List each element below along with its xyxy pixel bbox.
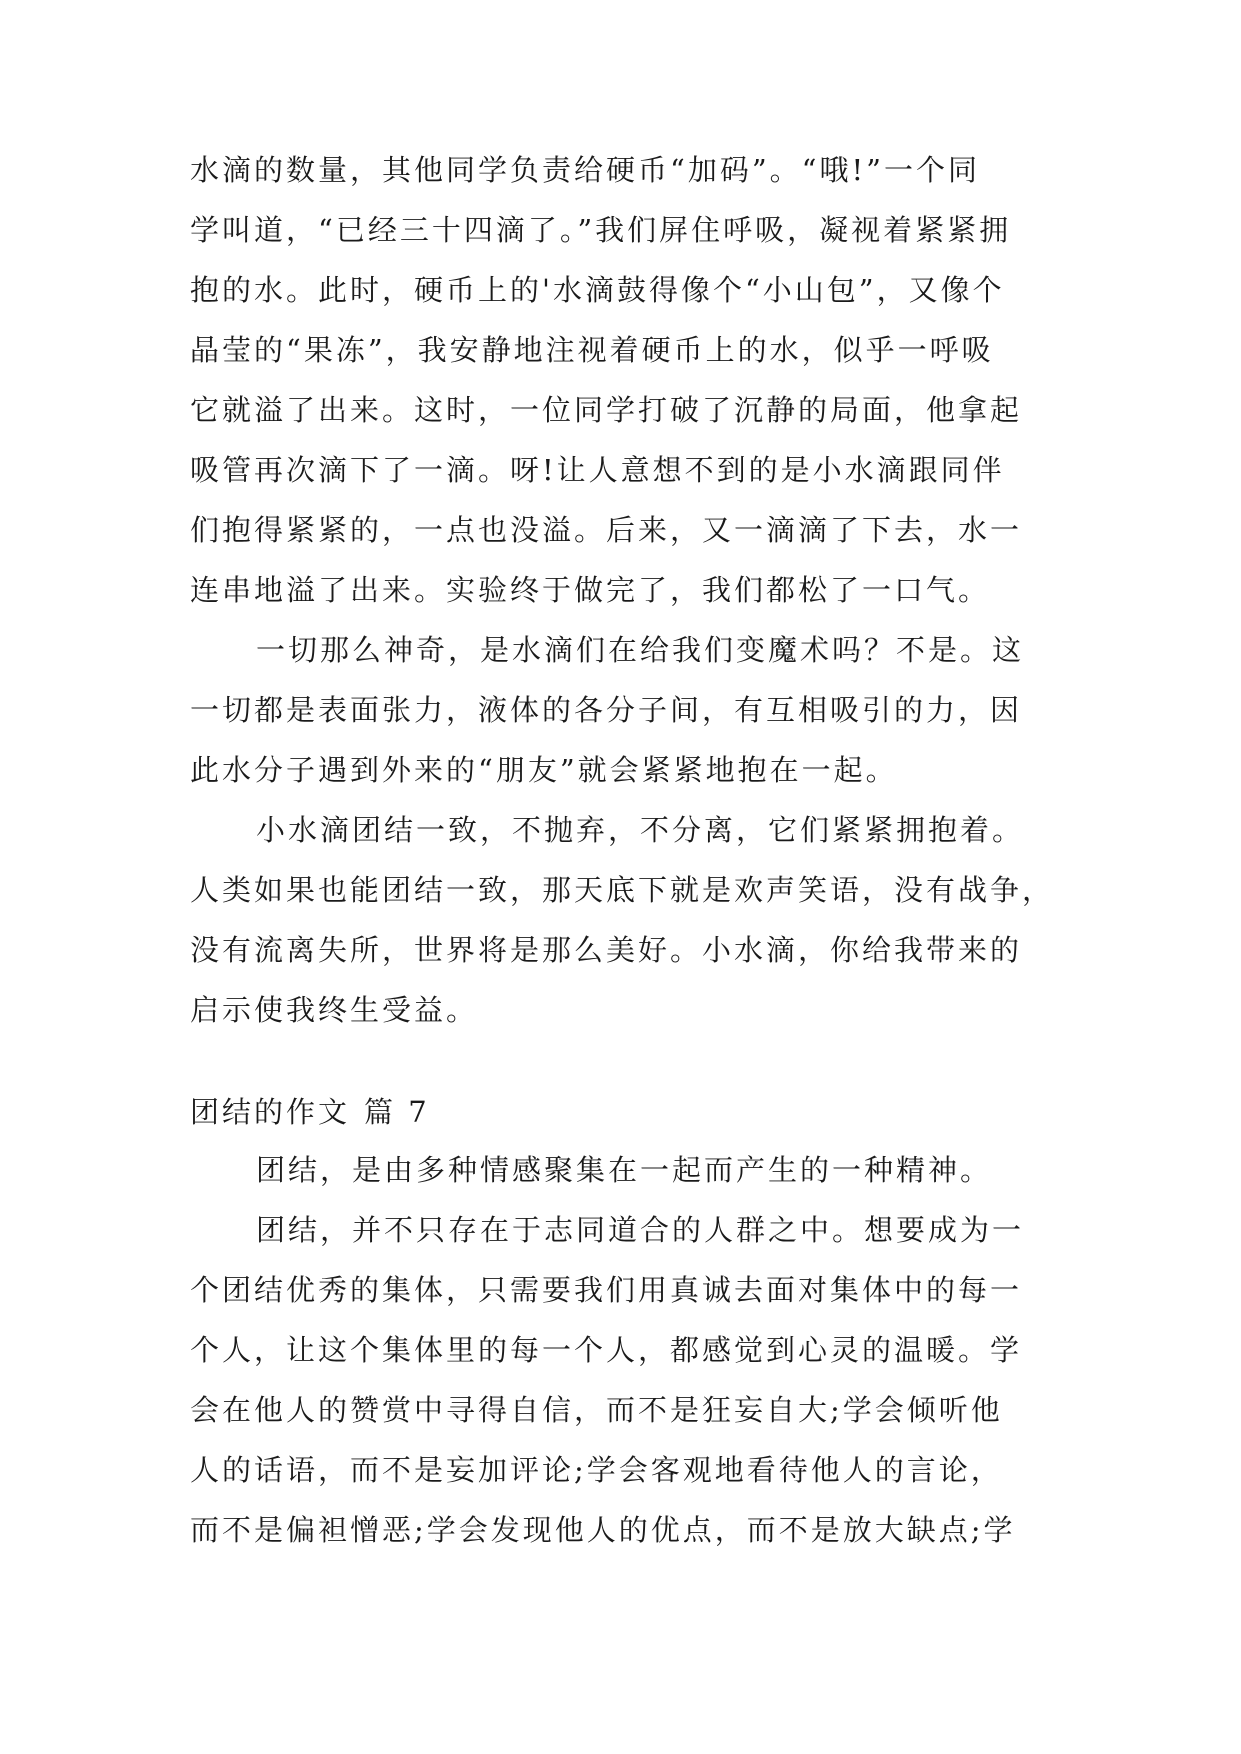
- paragraph-start-line: 一切那么神奇，是水滴们在给我们变魔术吗？不是。这: [256, 633, 1025, 667]
- text-line: 晶莹的“果冻”，我安静地注视着硬币上的水，似乎一呼吸: [190, 333, 994, 367]
- text-line: 个团结优秀的集体，只需要我们用真诚去面对集体中的每一: [190, 1273, 1023, 1307]
- essay-body-part-1: [190, 140, 1060, 1040]
- text-line: 没有流离失所，世界将是那么美好。小水滴，你给我带来的: [190, 933, 1023, 967]
- heading-number: 篇 7: [364, 1095, 430, 1129]
- essay-body-part-2: [190, 1140, 1060, 1560]
- text-line: 此水分子遇到外来的“朋友”就会紧紧地抱在一起。: [190, 753, 898, 787]
- section-heading: [190, 1090, 430, 1131]
- text-line: 人的话语，而不是妄加评论;学会客观地看待他人的言论，: [190, 1453, 1003, 1487]
- text-line: 启示使我终生受益。: [190, 993, 479, 1027]
- text-line: 而不是偏袒憎恶;学会发现他人的优点，而不是放大缺点;学: [190, 1513, 1016, 1547]
- heading-title: 团结的作文: [190, 1095, 351, 1129]
- text-line: 一切都是表面张力，液体的各分子间，有互相吸引的力，因: [190, 693, 1023, 727]
- text-line: 个人，让这个集体里的每一个人，都感觉到心灵的温暖。学: [190, 1333, 1023, 1367]
- text-line: 水滴的数量，其他同学负责给硬币“加码”。“哦!”一个同: [190, 153, 980, 187]
- text-line: 学叫道，“已经三十四滴了。”我们屏住呼吸，凝视着紧紧拥: [190, 213, 1012, 247]
- text-line: 抱的水。此时，硬币上的'水滴鼓得像个“小山包”，又像个: [190, 273, 1005, 307]
- paragraph-start-line: 小水滴团结一致，不抛弃，不分离，它们紧紧拥抱着。: [256, 813, 1025, 847]
- text-line: 人类如果也能团结一致，那天底下就是欢声笑语，没有战争，: [190, 873, 1055, 907]
- text-line: 们抱得紧紧的，一点也没溢。后来，又一滴滴了下去，水一: [190, 513, 1023, 547]
- paragraph-start-line: 团结，是由多种情感聚集在一起而产生的一种精神。: [256, 1153, 993, 1187]
- text-line: 吸管再次滴下了一滴。呀!让人意想不到的是小水滴跟同伴: [190, 453, 1005, 487]
- text-line: 会在他人的赞赏中寻得自信，而不是狂妄自大;学会倾听他: [190, 1393, 1003, 1427]
- text-line: 连串地溢了出来。实验终于做完了，我们都松了一口气。: [190, 573, 991, 607]
- paragraph-start-line: 团结，并不只存在于志同道合的人群之中。想要成为一: [256, 1213, 1025, 1247]
- text-line: 它就溢了出来。这时，一位同学打破了沉静的局面，他拿起: [190, 393, 1023, 427]
